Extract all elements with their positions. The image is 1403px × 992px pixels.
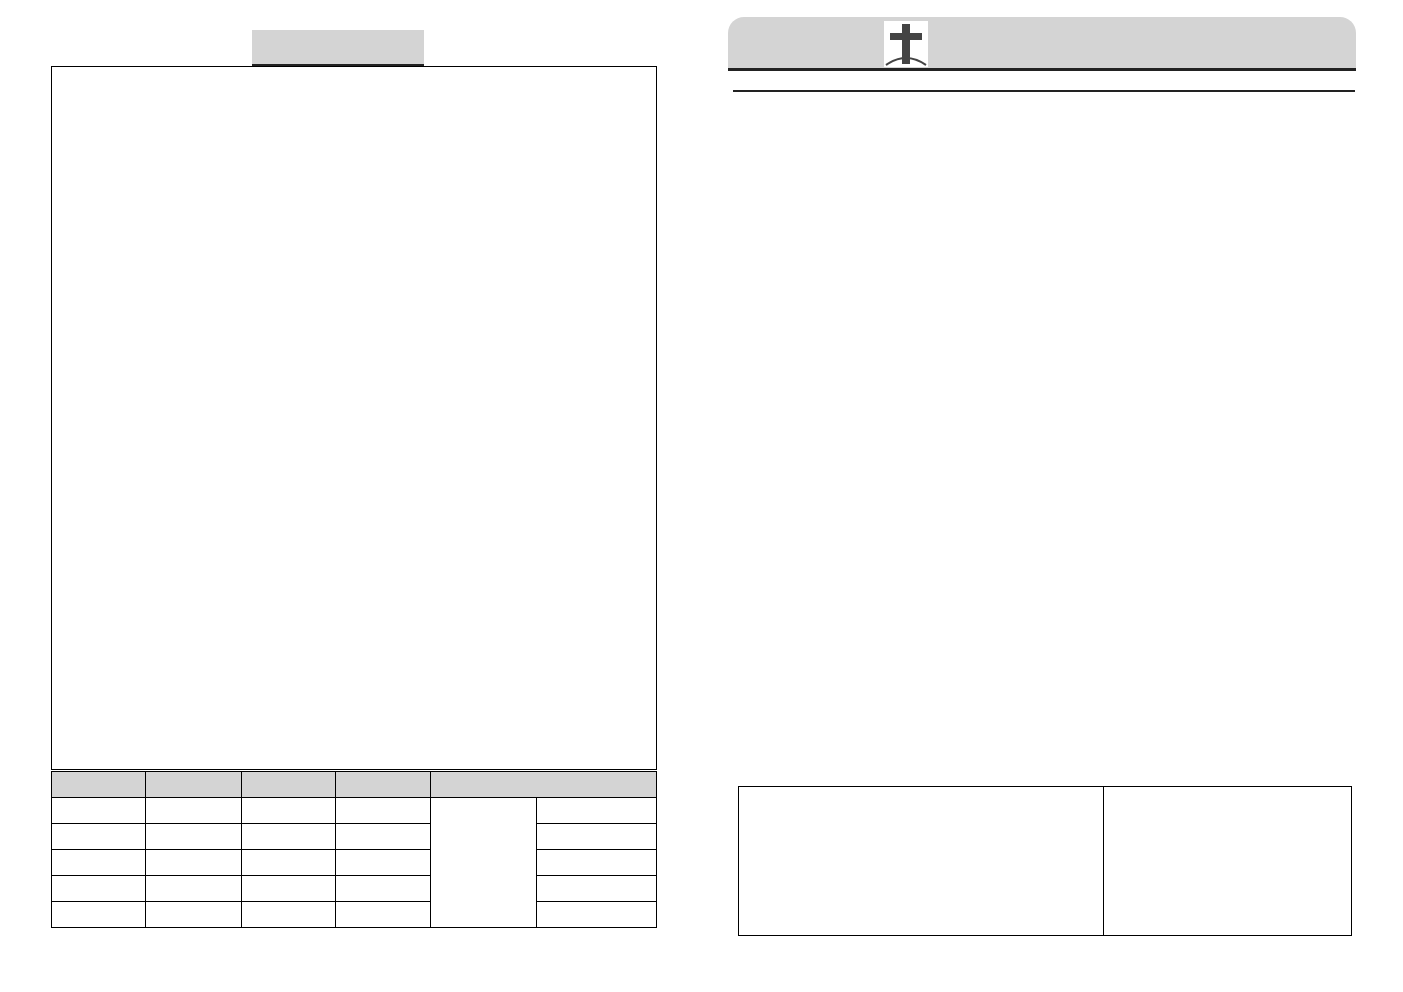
divider: [1103, 786, 1104, 936]
table-cell: [241, 798, 335, 824]
church-info-box: [738, 786, 1352, 936]
table-cell: [145, 850, 241, 876]
table-cell: [241, 824, 335, 850]
table-cell: [335, 824, 431, 850]
table-row: [52, 876, 657, 902]
table-row: [52, 850, 657, 876]
col-header: [335, 772, 431, 798]
table-cell: [145, 798, 241, 824]
table-cell: [241, 902, 335, 928]
table-cell: [52, 902, 146, 928]
table-cell: [335, 876, 431, 902]
table-cell: [52, 876, 146, 902]
bulletin-header: [728, 17, 1356, 71]
table-cell: [335, 902, 431, 928]
table-cell: [145, 902, 241, 928]
table-cell: [537, 798, 657, 824]
bible-study-cell: [431, 798, 537, 928]
table-cell: [537, 850, 657, 876]
table-cell: [241, 876, 335, 902]
table-header-row: [52, 772, 657, 798]
schedule-table: [51, 771, 657, 928]
divider: [733, 90, 1355, 92]
table-cell: [335, 850, 431, 876]
col-header: [52, 772, 146, 798]
cross-logo-icon: [884, 21, 928, 67]
table-cell: [537, 876, 657, 902]
table-cell: [145, 876, 241, 902]
table-row: [52, 902, 657, 928]
table-cell: [52, 798, 146, 824]
col-header: [145, 772, 241, 798]
col-header: [241, 772, 335, 798]
table-cell: [335, 798, 431, 824]
col-header: [431, 772, 657, 798]
table-cell: [145, 824, 241, 850]
table-cell: [52, 850, 146, 876]
table-row: [52, 798, 657, 824]
table-cell: [52, 824, 146, 850]
news-box: [51, 66, 657, 770]
table-row: [52, 824, 657, 850]
table-cell: [537, 824, 657, 850]
news-title: [252, 30, 424, 67]
table-cell: [241, 850, 335, 876]
table-cell: [537, 902, 657, 928]
